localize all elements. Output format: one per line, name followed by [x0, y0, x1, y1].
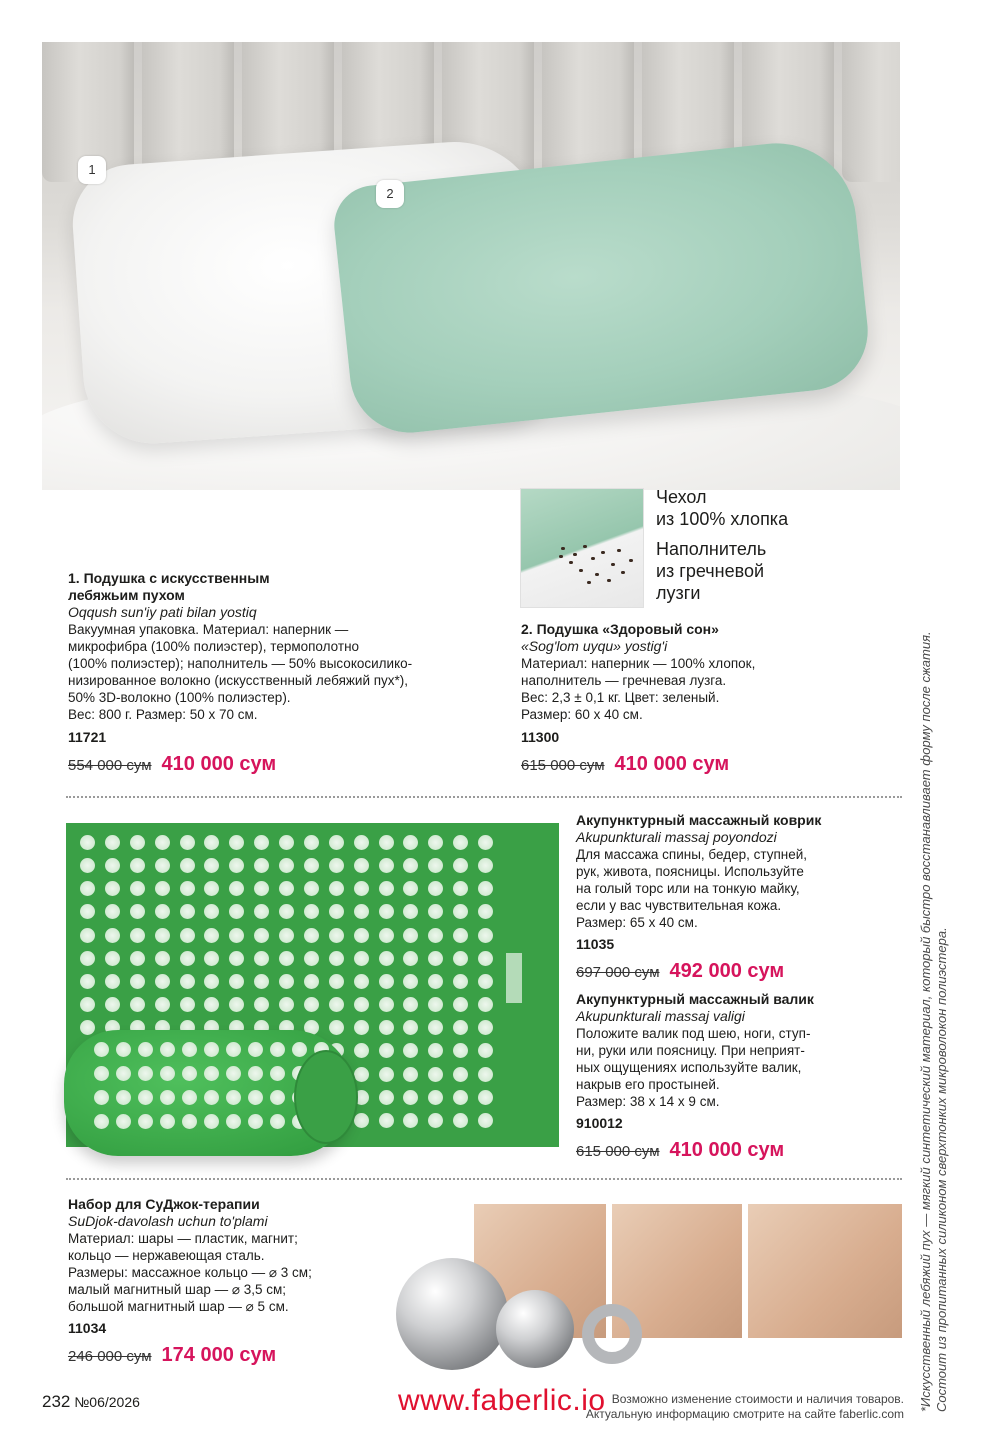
price-row	[576, 1139, 896, 1162]
mat-spike-icon	[155, 858, 170, 873]
product-code: 910012	[576, 1115, 623, 1131]
product-subtitle: «Sog'lom uyqu» yostig'i	[521, 638, 668, 654]
mat-spike-icon	[403, 1090, 418, 1105]
mat-spike-icon	[354, 1113, 369, 1128]
mat-spike-icon	[329, 858, 344, 873]
badge-1: 1	[78, 156, 106, 184]
acupuncture-roller-image	[64, 1030, 354, 1156]
mat-spike-icon	[155, 951, 170, 966]
roller-spike-icon	[204, 1066, 219, 1081]
mat-spike-icon	[403, 974, 418, 989]
footnote-line: Состоит из пропитанных силиконом сверхтонких микроволокон полиэстера.	[934, 927, 949, 1412]
roller-spike-icon	[160, 1090, 175, 1105]
page-number: 232	[42, 1392, 71, 1411]
mat-spike-icon	[80, 1020, 95, 1035]
mat-spike-icon	[130, 974, 145, 989]
mat-spike-icon	[354, 974, 369, 989]
mat-spike-icon	[428, 881, 443, 896]
roller-spike-icon	[116, 1066, 131, 1081]
mat-spike-icon	[428, 951, 443, 966]
mat-spike-icon	[254, 858, 269, 873]
product-description: Материал: наперник — 100% хлопок,	[521, 656, 756, 671]
price-row	[576, 960, 896, 983]
inset-caption	[656, 486, 788, 604]
mat-spike-icon	[180, 858, 195, 873]
section-divider	[66, 1178, 902, 1180]
mat-spike-icon	[379, 881, 394, 896]
mat-spike-icon	[180, 974, 195, 989]
mat-spike-icon	[403, 904, 418, 919]
product-description: низированное волокно (искусственный лебяжий пух*),	[68, 673, 409, 688]
roller-spike-icon	[204, 1114, 219, 1129]
new-price: 410 000 сум	[614, 753, 730, 775]
mat-spike-icon	[379, 904, 394, 919]
product-card-swan-pillow	[68, 570, 508, 776]
mat-spike-icon	[478, 928, 493, 943]
mat-spike-icon	[478, 1020, 493, 1035]
mat-spike-icon	[180, 928, 195, 943]
mat-spike-icon	[304, 835, 319, 850]
mat-spike-icon	[105, 974, 120, 989]
watermark-link[interactable]: www.faberlic.io	[398, 1384, 606, 1417]
mat-spike-icon	[453, 904, 468, 919]
mat-spike-icon	[329, 1020, 344, 1035]
mat-spike-icon	[254, 997, 269, 1012]
roller-spike-icon	[292, 1042, 307, 1057]
page-footer-left	[42, 1392, 140, 1412]
mat-spike-icon	[304, 951, 319, 966]
badge-2: 2	[376, 180, 404, 208]
roller-spike-icon	[116, 1114, 131, 1129]
mat-spike-icon	[105, 928, 120, 943]
mat-spike-icon	[379, 928, 394, 943]
mat-spike-icon	[428, 1090, 443, 1105]
mat-spike-icon	[80, 904, 95, 919]
mat-spike-icon	[354, 904, 369, 919]
mat-spike-icon	[180, 951, 195, 966]
mat-spike-icon	[403, 1043, 418, 1058]
product-description: Размеры: массажное кольцо — ⌀ 3 см;	[68, 1265, 312, 1280]
mat-spike-icon	[453, 1090, 468, 1105]
mat-spike-icon	[229, 928, 244, 943]
mat-spike-icon	[105, 835, 120, 850]
mat-spike-icon	[80, 974, 95, 989]
mat-spike-icon	[229, 858, 244, 873]
mat-spike-icon	[279, 858, 294, 873]
mat-spike-icon	[204, 928, 219, 943]
roller-spike-icon	[270, 1114, 285, 1129]
roller-spike-icon	[204, 1090, 219, 1105]
roller-spike-icon	[226, 1066, 241, 1081]
mat-spike-icon	[379, 1043, 394, 1058]
mat-spike-icon	[279, 835, 294, 850]
new-price: 410 000 сум	[161, 753, 277, 775]
new-price: 174 000 сум	[161, 1344, 277, 1366]
mat-spike-icon	[105, 881, 120, 896]
mat-spike-icon	[254, 928, 269, 943]
mat-spike-icon	[453, 1113, 468, 1128]
roller-spike-icon	[94, 1114, 109, 1129]
mat-spike-icon	[329, 835, 344, 850]
mat-spike-icon	[204, 904, 219, 919]
roller-spike-icon	[138, 1042, 153, 1057]
large-magnetic-ball-image	[396, 1258, 508, 1370]
product-description: (100% полиэстер); наполнитель — 50% высокосилико-	[68, 656, 413, 671]
massage-ring-image	[582, 1304, 642, 1364]
mat-spike-icon	[254, 881, 269, 896]
mat-spike-icon	[180, 997, 195, 1012]
roller-spike-icon	[248, 1090, 263, 1105]
roller-spike-icon	[160, 1042, 175, 1057]
mat-spike-icon	[354, 835, 369, 850]
mat-spike-icon	[279, 928, 294, 943]
product-description: Размер: 65 х 40 см.	[576, 915, 698, 930]
section-divider	[66, 796, 902, 798]
product-description: 50% 3D-волокно (100% полиэстер).	[68, 690, 291, 705]
roller-spike-icon	[248, 1042, 263, 1057]
roller-spike-icon	[270, 1066, 285, 1081]
mat-spike-icon	[105, 951, 120, 966]
product-code: 11034	[68, 1320, 107, 1336]
mat-spike-icon	[453, 835, 468, 850]
buckwheat-inset-image	[520, 488, 644, 608]
pillows-photo	[42, 42, 900, 490]
mat-spike-icon	[229, 997, 244, 1012]
product-title: 1. Подушка с искусственным	[68, 570, 270, 586]
product-description: Вес: 800 г. Размер: 50 х 70 см.	[68, 707, 258, 722]
roller-spike-icon	[226, 1114, 241, 1129]
mat-spike-icon	[428, 928, 443, 943]
mat-spike-icon	[80, 951, 95, 966]
product-code: 11035	[576, 936, 615, 952]
mat-spike-icon	[130, 858, 145, 873]
roller-spike-icon	[204, 1042, 219, 1057]
mat-spike-icon	[379, 835, 394, 850]
mat-spike-icon	[428, 835, 443, 850]
footnote-vertical	[918, 452, 950, 1412]
inset-caption-line: из гречневой	[656, 561, 765, 581]
mat-spike-icon	[354, 1043, 369, 1058]
mat-spike-icon	[279, 904, 294, 919]
roller-spike-icon	[138, 1066, 153, 1081]
mat-spike-icon	[279, 997, 294, 1012]
mat-spike-icon	[155, 974, 170, 989]
product-subtitle: Akupunkturali massaj poyondozi	[576, 829, 777, 845]
mat-spike-icon	[453, 951, 468, 966]
mat-spike-icon	[354, 951, 369, 966]
mat-spike-icon	[130, 951, 145, 966]
mat-spike-icon	[204, 997, 219, 1012]
mat-spike-icon	[329, 997, 344, 1012]
mat-spike-icon	[254, 904, 269, 919]
mat-spike-icon	[478, 974, 493, 989]
mat-spike-icon	[379, 1113, 394, 1128]
mat-spike-icon	[453, 881, 468, 896]
roller-spike-icon	[94, 1090, 109, 1105]
product-subtitle: SuDjok-davolash uchun to'plami	[68, 1213, 268, 1229]
mat-spike-icon	[229, 974, 244, 989]
mat-spike-icon	[478, 835, 493, 850]
mat-spike-icon	[329, 974, 344, 989]
product-code: 11300	[521, 729, 560, 745]
mat-spike-icon	[304, 881, 319, 896]
mat-spike-icon	[354, 1067, 369, 1082]
mat-spike-icon	[428, 1043, 443, 1058]
roller-spike-icon	[138, 1090, 153, 1105]
roller-spike-icon	[226, 1042, 241, 1057]
mat-spike-icon	[80, 881, 95, 896]
mat-spike-icon	[403, 881, 418, 896]
mat-spike-icon	[279, 881, 294, 896]
product-subtitle: Oqqush sun'iy pati bilan yostiq	[68, 604, 257, 620]
product-card-sujok-set	[68, 1196, 388, 1367]
roller-spike-icon	[182, 1090, 197, 1105]
mat-spike-icon	[279, 951, 294, 966]
mat-spike-icon	[105, 997, 120, 1012]
mat-spike-icon	[379, 1090, 394, 1105]
mat-spike-icon	[329, 904, 344, 919]
mat-spike-icon	[453, 928, 468, 943]
product-description: рук, живота, поясницы. Используйте	[576, 864, 804, 879]
inset-caption-line: Наполнитель	[656, 539, 767, 559]
mat-spike-icon	[204, 951, 219, 966]
mat-spike-icon	[329, 881, 344, 896]
old-price: 615 000 сум	[521, 757, 605, 774]
mat-spike-icon	[428, 1020, 443, 1035]
foot-massage-photo	[748, 1204, 902, 1338]
price-row	[68, 753, 508, 776]
mat-spike-icon	[453, 997, 468, 1012]
mat-spike-icon	[354, 858, 369, 873]
mat-spike-icon	[354, 1020, 369, 1035]
mat-spike-icon	[428, 858, 443, 873]
small-magnetic-ball-image	[496, 1290, 574, 1368]
mat-spike-icon	[354, 928, 369, 943]
mat-spike-icon	[229, 951, 244, 966]
roller-spike-icon	[138, 1114, 153, 1129]
mat-spike-icon	[130, 997, 145, 1012]
mat-spike-icon	[403, 1067, 418, 1082]
mat-spike-icon	[354, 881, 369, 896]
mat-spike-icon	[180, 835, 195, 850]
mat-spike-icon	[478, 1113, 493, 1128]
roller-spike-icon	[248, 1066, 263, 1081]
product-description: Для массажа спины, бедер, ступней,	[576, 847, 808, 862]
product-title: лебяжьим пухом	[68, 587, 185, 603]
product-description: малый магнитный шар — ⌀ 3,5 см;	[68, 1282, 287, 1297]
mat-spike-icon	[304, 904, 319, 919]
roller-spike-icon	[160, 1114, 175, 1129]
inset-caption-line: лузги	[656, 583, 701, 603]
footer-note-line: Актуальную информацию смотрите на сайте faberlic.com	[585, 1407, 904, 1421]
mat-spike-icon	[304, 997, 319, 1012]
mat-spike-icon	[453, 1043, 468, 1058]
roller-spike-icon	[248, 1114, 263, 1129]
mat-spike-icon	[130, 928, 145, 943]
product-description: если у вас чувствительная кожа.	[576, 898, 782, 913]
product-code: 11721	[68, 729, 107, 745]
product-description: Размер: 38 х 14 х 9 см.	[576, 1094, 720, 1109]
new-price: 492 000 сум	[669, 960, 785, 982]
mat-spike-icon	[403, 928, 418, 943]
roller-spike-icon	[182, 1114, 197, 1129]
mat-spike-icon	[428, 974, 443, 989]
mat-spike-icon	[453, 1067, 468, 1082]
new-price: 410 000 сум	[669, 1139, 785, 1161]
roller-spike-icon	[270, 1042, 285, 1057]
mat-spike-icon	[403, 951, 418, 966]
mat-spike-icon	[478, 904, 493, 919]
mat-spike-icon	[379, 1020, 394, 1035]
mat-spike-icon	[379, 951, 394, 966]
mat-spike-icon	[80, 997, 95, 1012]
mat-spike-icon	[180, 881, 195, 896]
old-price: 246 000 сум	[68, 1348, 152, 1365]
mat-spike-icon	[155, 997, 170, 1012]
product-description: наполнитель — гречневая лузга.	[521, 673, 727, 688]
roller-spike-icon	[94, 1066, 109, 1081]
mat-spike-icon	[130, 904, 145, 919]
mat-spike-icon	[304, 974, 319, 989]
price-row	[68, 1344, 388, 1367]
mat-spike-icon	[80, 928, 95, 943]
mat-spike-icon	[478, 997, 493, 1012]
mat-spike-icon	[130, 881, 145, 896]
roller-spike-icon	[182, 1042, 197, 1057]
product-card-acupuncture-mat	[576, 812, 896, 983]
mat-spike-icon	[304, 928, 319, 943]
inset-caption-line: из 100% хлопка	[656, 509, 789, 529]
old-price: 697 000 сум	[576, 964, 660, 981]
product-description: ных ощущениях используйте валик,	[576, 1060, 802, 1075]
mat-spike-icon	[403, 858, 418, 873]
mat-spike-icon	[403, 997, 418, 1012]
inset-caption-line: Чехол	[656, 487, 707, 507]
mat-spike-icon	[204, 974, 219, 989]
mat-spike-icon	[379, 858, 394, 873]
mat-spike-icon	[403, 1113, 418, 1128]
roller-spike-icon	[116, 1090, 131, 1105]
product-title: 2. Подушка «Здоровый сон»	[521, 621, 719, 637]
roller-spike-icon	[270, 1090, 285, 1105]
product-description: Вес: 2,3 ± 0,1 кг. Цвет: зеленый.	[521, 690, 720, 705]
product-description: Материал: шары — пластик, магнит;	[68, 1231, 298, 1246]
product-description: ни, руки или поясницу. При неприят-	[576, 1043, 805, 1058]
mat-spike-icon	[453, 858, 468, 873]
mat-spike-icon	[478, 1067, 493, 1082]
product-title: Набор для СуДжок-терапии	[68, 1196, 260, 1212]
product-card-healthy-sleep-pillow	[521, 621, 891, 776]
mat-spike-icon	[403, 835, 418, 850]
mat-spike-icon	[379, 997, 394, 1012]
old-price: 615 000 сум	[576, 1143, 660, 1160]
mat-spike-icon	[155, 881, 170, 896]
product-subtitle: Akupunkturali massaj valigi	[576, 1008, 745, 1024]
mat-spike-icon	[428, 904, 443, 919]
mat-spike-icon	[478, 881, 493, 896]
mat-spike-icon	[453, 1020, 468, 1035]
mat-spike-icon	[478, 1043, 493, 1058]
mat-spike-icon	[204, 881, 219, 896]
mat-spike-icon	[229, 904, 244, 919]
product-description: микрофибра (100% полиэстер), термополотно	[68, 639, 360, 654]
mat-spike-icon	[254, 951, 269, 966]
mat-spike-icon	[379, 1067, 394, 1082]
price-row	[521, 753, 891, 776]
mat-spike-icon	[105, 904, 120, 919]
mat-spike-icon	[155, 928, 170, 943]
mat-spike-icon	[428, 1113, 443, 1128]
product-description: кольцо — нержавеющая сталь.	[68, 1248, 265, 1263]
product-description: Вакуумная упаковка. Материал: наперник —	[68, 622, 349, 637]
mat-spike-icon	[279, 974, 294, 989]
footnote-line: *Искусственный лебяжий пух — мягкий синтетический материал, который быстро восстанавливает форму после сжатия.	[918, 631, 933, 1412]
product-card-acupuncture-roller	[576, 991, 896, 1162]
mat-spike-icon	[229, 881, 244, 896]
mat-spike-icon	[155, 904, 170, 919]
mat-spike-icon	[428, 1067, 443, 1082]
mat-spike-icon	[229, 835, 244, 850]
mat-spike-icon	[329, 928, 344, 943]
product-description: Размер: 60 х 40 см.	[521, 707, 643, 722]
mat-spike-icon	[478, 1090, 493, 1105]
product-description: большой магнитный шар — ⌀ 5 см.	[68, 1299, 289, 1314]
mat-spike-icon	[204, 835, 219, 850]
mat-spike-icon	[204, 858, 219, 873]
mat-spike-icon	[80, 835, 95, 850]
roller-spike-icon	[94, 1042, 109, 1057]
mat-spike-icon	[105, 858, 120, 873]
mat-spike-icon	[180, 904, 195, 919]
mat-spike-icon	[329, 951, 344, 966]
mat-spike-icon	[254, 835, 269, 850]
product-description: накрыв его простыней.	[576, 1077, 720, 1092]
product-title: Акупунктурный массажный коврик	[576, 812, 822, 828]
mat-spike-icon	[254, 974, 269, 989]
mat-spike-icon	[478, 858, 493, 873]
roller-spike-icon	[226, 1090, 241, 1105]
mat-spike-icon	[403, 1020, 418, 1035]
mat-spike-icon	[354, 997, 369, 1012]
issue-number: №06/2026	[74, 1394, 140, 1410]
mat-spike-icon	[379, 974, 394, 989]
mat-spike-icon	[155, 835, 170, 850]
product-description: Положите валик под шею, ноги, ступ-	[576, 1026, 811, 1041]
footer-note-line: Возможно изменение стоимости и наличия товаров.	[611, 1392, 904, 1406]
product-description: на голый торс или на тонкую майку,	[576, 881, 800, 896]
mat-spike-icon	[304, 858, 319, 873]
mat-spike-icon	[130, 835, 145, 850]
product-title: Акупунктурный массажный валик	[576, 991, 814, 1007]
roller-spike-icon	[116, 1042, 131, 1057]
mat-spike-icon	[478, 951, 493, 966]
mat-spike-icon	[80, 858, 95, 873]
mat-spike-icon	[453, 974, 468, 989]
mat-spike-icon	[428, 997, 443, 1012]
old-price: 554 000 сум	[68, 757, 152, 774]
roller-spike-icon	[160, 1066, 175, 1081]
roller-spike-icon	[182, 1066, 197, 1081]
